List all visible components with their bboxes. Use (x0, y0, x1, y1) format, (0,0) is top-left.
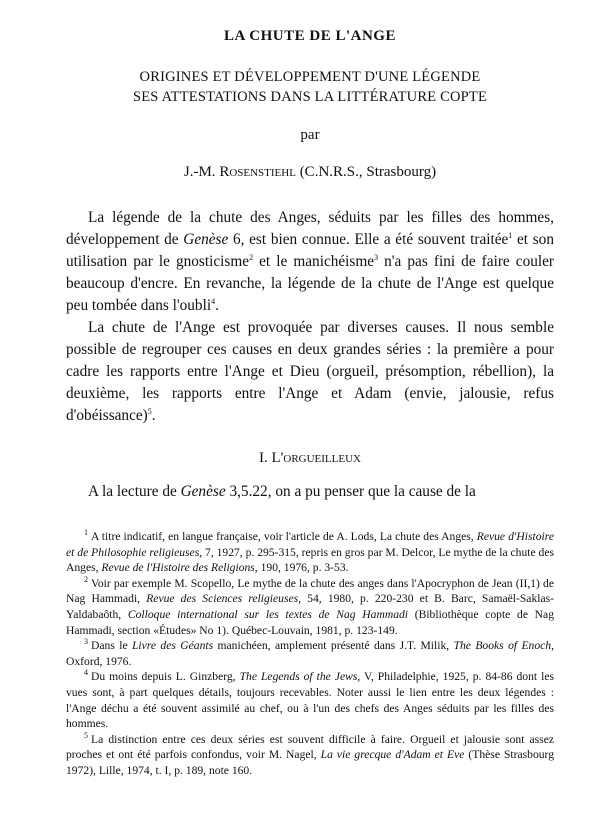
section-number: I. L' (259, 450, 284, 466)
author-surname: Rosenstiehl (219, 164, 296, 180)
footnote-ref-3: 3 (374, 252, 379, 262)
footnote-number: 2 (84, 574, 88, 584)
genesis-ref-2: Genèse (180, 483, 226, 500)
article-subtitle (66, 67, 554, 107)
footnote-2: $^2$ Voir par exemple M. Scopello, Le mythe de la chute des anges dans l'Apocryphon de Jean (II,1) de Nag Hammadi, Revue des Sciences religieuses, 54, 1980, p. 220-230 et B. Barc, Samaël-Saklas-Yaldabaôth, Colloque international sur les textes de Nag Hammadi (Bibliothèque copte de Nag Hammadi, section «Études» No 1). Québec-Louvain, 1981, p. 123-149. (66, 574, 554, 637)
author-initials: J.-M. (183, 164, 220, 180)
article-body (66, 207, 554, 503)
section-heading (66, 447, 554, 469)
footnote-ref-4: 4 (211, 296, 216, 306)
subtitle-line-1: ORIGINES ET DÉVELOPPEMENT D'UNE LÉGENDE (139, 69, 481, 85)
body-paragraph-3: A la lecture de Genèse 3,5.22, on a pu penser que la cause de la (88, 483, 476, 500)
author-line (66, 164, 554, 181)
author-affiliation: (C.N.R.S., Strasbourg) (295, 164, 437, 180)
section-title: orgueilleux (283, 450, 361, 466)
body-paragraph-2: La chute de l'Ange est provoquée par diverses causes. Il nous semble possible de regrouper ces causes en deux grandes séries : la première a pour cadre les rapports entre l'Ange et Dieu (orgueil, présomption, rébellion), la deuxième, les rapports entre l'Ange et Adam (envie, jalousie, refus d'obéissance)$^5$. (66, 319, 554, 424)
footnote-ref-5: 5 (147, 406, 152, 416)
byline-par: par (300, 127, 320, 143)
footnote-3: $^3$ Dans le Livre des Géants manichéen, amplement présenté dans J.T. Milik, The Books of Enoch, Oxford, 1976. (66, 637, 555, 668)
footnotes (66, 529, 554, 779)
genesis-ref: Genèse (183, 231, 229, 248)
footnote-ref-2: 2 (249, 252, 254, 262)
footnote-number: 1 (84, 528, 88, 538)
footnote-4: $^4$ Du moins depuis L. Ginzberg, The Legends of the Jews, V, Philadelphie, 1925, p. 84-86 dont les vues sont, à part quelques détails, toujours recevables. Noter aussi le lien entre les deux légendes : l'Ange déchu a été souvent assimilé au chef, ou à l'un des chefs des Anges séduits par les filles des hommes. (66, 668, 554, 731)
footnote-1: $^1$ A titre indicatif, en langue française, voir l'article de A. Lods, La chute des Anges, Revue d'Histoire et de Philosophie religieuses, 7, 1927, p. 295-315, repris en gros par M. Delcor, Le mythe de la chute des Anges, Revue de l'Histoire des Religions, 190, 1976, p. 3-53. (66, 528, 554, 575)
footnote-number: 3 (84, 637, 88, 647)
footnote-ref-1: 1 (508, 230, 513, 240)
subtitle-line-2: SES ATTESTATIONS DANS LA LITTÉRATURE COPTE (132, 89, 488, 105)
article-title: LA CHUTE DE L'ANGE (224, 28, 396, 44)
footnote-number: 4 (84, 668, 88, 678)
footnote-5: $^5$ La distinction entre ces deux séries est souvent difficile à faire. Orgueil et jalousie sont assez proches et ont été parfois confondus, voir M. Nagel, La vie grecque d'Adam et Eve (Thèse Strasbourg 1972), Lille, 1974, t. I, p. 189, note 160. (66, 730, 554, 777)
body-paragraph-1: La légende de la chute des Anges, séduits par les filles des hommes, développement de Genèse 6, est bien connue. Elle a été souvent traitée$^1$ et son utilisation par le gnosticisme$^2$ et le manichéisme$^3$ n'a pas fini de faire couler beaucoup d'encre. En revanche, la légende de la chute de l'Ange est quelque peu tombée dans l'oubli$^4$. (66, 209, 554, 314)
footnote-number: 5 (84, 730, 88, 740)
